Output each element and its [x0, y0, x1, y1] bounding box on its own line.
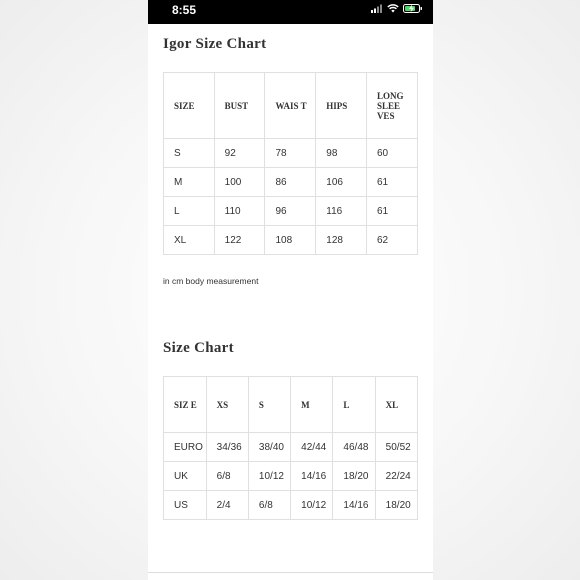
table-cell: 46/48 — [333, 433, 375, 462]
table-cell: 96 — [265, 197, 316, 226]
table-cell: 61 — [366, 197, 417, 226]
table-cell: 2/4 — [206, 491, 248, 520]
measurement-note: in cm body measurement — [163, 276, 259, 286]
divider — [148, 572, 433, 573]
status-bar — [148, 0, 433, 24]
header-long-sleeves: LONG SLEE VES — [366, 73, 417, 139]
header-waist: WAIS T — [265, 73, 316, 139]
table-row — [164, 226, 418, 255]
table-cell: 62 — [366, 226, 417, 255]
header-xs: XS — [206, 377, 248, 433]
header-l: L — [333, 377, 375, 433]
table-cell: M — [164, 168, 215, 197]
table-cell: 110 — [214, 197, 265, 226]
table-cell: 6/8 — [206, 462, 248, 491]
table-cell: 100 — [214, 168, 265, 197]
table-cell: 92 — [214, 139, 265, 168]
table-cell: 106 — [316, 168, 367, 197]
header-size: SIZE — [164, 73, 215, 139]
header-bust: BUST — [214, 73, 265, 139]
size-conversion-table — [163, 376, 418, 520]
table-cell: 116 — [316, 197, 367, 226]
table-header-row — [164, 73, 418, 139]
table-cell: 42/44 — [291, 433, 333, 462]
igor-size-table — [163, 72, 418, 255]
phone-screen — [148, 0, 433, 580]
table-row — [164, 433, 418, 462]
table-cell: 86 — [265, 168, 316, 197]
table-cell: 34/36 — [206, 433, 248, 462]
header-s: S — [248, 377, 290, 433]
table-cell: 122 — [214, 226, 265, 255]
table-cell: 18/20 — [333, 462, 375, 491]
table-cell: EURO — [164, 433, 207, 462]
igor-size-chart-title: Igor Size Chart — [163, 36, 267, 52]
table-row — [164, 462, 418, 491]
table-cell: 10/12 — [291, 491, 333, 520]
header-xl: XL — [375, 377, 417, 433]
battery-charging-icon — [403, 4, 423, 13]
table-cell: 38/40 — [248, 433, 290, 462]
table-cell: 18/20 — [375, 491, 417, 520]
table-cell: 61 — [366, 168, 417, 197]
table-row — [164, 168, 418, 197]
table-cell: 14/16 — [291, 462, 333, 491]
table-row — [164, 139, 418, 168]
status-time: 8:55 — [172, 3, 197, 17]
table-cell: 6/8 — [248, 491, 290, 520]
signal-icon — [371, 4, 383, 13]
table-cell: 128 — [316, 226, 367, 255]
header-size: SIZ E — [164, 377, 207, 433]
header-hips: HIPS — [316, 73, 367, 139]
table-cell: XL — [164, 226, 215, 255]
size-chart-title: Size Chart — [163, 340, 234, 356]
table-cell: 108 — [265, 226, 316, 255]
header-m: M — [291, 377, 333, 433]
table-row — [164, 197, 418, 226]
table-cell: UK — [164, 462, 207, 491]
table-cell: 14/16 — [333, 491, 375, 520]
table-row — [164, 491, 418, 520]
table-cell: 22/24 — [375, 462, 417, 491]
table-header-row — [164, 377, 418, 433]
table-cell: 60 — [366, 139, 417, 168]
table-cell: 50/52 — [375, 433, 417, 462]
table-cell: S — [164, 139, 215, 168]
table-cell: US — [164, 491, 207, 520]
table-cell: 98 — [316, 139, 367, 168]
table-cell: 78 — [265, 139, 316, 168]
wifi-icon — [387, 4, 399, 13]
table-cell: 10/12 — [248, 462, 290, 491]
table-cell: L — [164, 197, 215, 226]
